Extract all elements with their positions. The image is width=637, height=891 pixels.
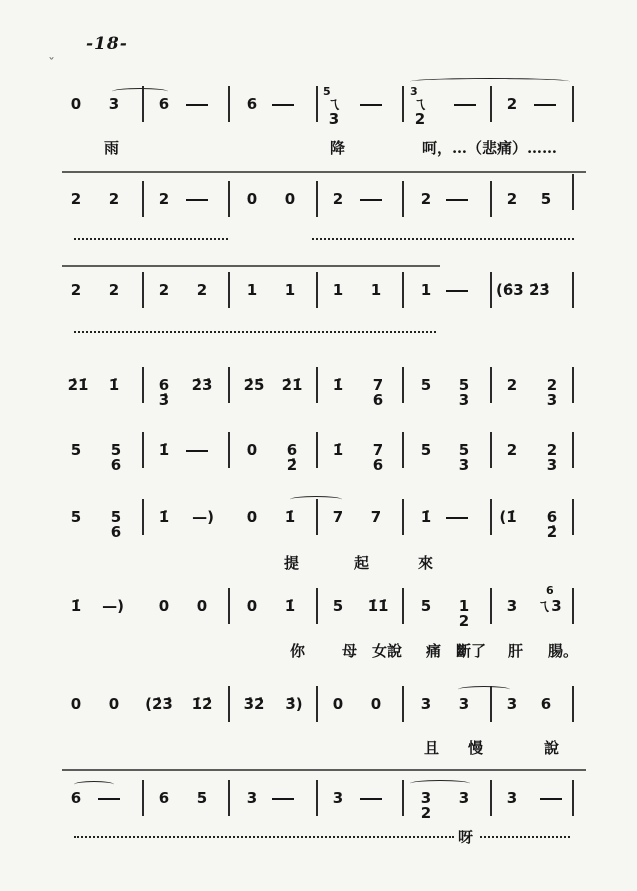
note: 5 6 bbox=[110, 508, 122, 541]
bar-line bbox=[572, 588, 574, 624]
note: 1̇ bbox=[332, 376, 344, 394]
note: 3̇2̇ bbox=[243, 695, 265, 713]
sustain-dash bbox=[540, 798, 562, 800]
note: 1 bbox=[420, 281, 432, 299]
sustain-dash bbox=[272, 798, 294, 800]
lyric: 降 bbox=[330, 139, 346, 157]
note: 1̇ bbox=[108, 376, 120, 394]
sustain-dash bbox=[360, 798, 382, 800]
bar-line bbox=[572, 499, 574, 535]
note: 5 bbox=[332, 597, 344, 615]
note: 5 bbox=[540, 190, 552, 208]
note: 2 bbox=[506, 95, 518, 113]
lyric: 肝 bbox=[508, 642, 524, 660]
note: 1̇ bbox=[284, 508, 296, 526]
grace-note: 5 bbox=[323, 85, 331, 98]
note: 1̇ bbox=[158, 441, 170, 459]
note: 2̇3̇ bbox=[191, 376, 213, 394]
note: 2 bbox=[332, 190, 344, 208]
lyric: 來 bbox=[418, 554, 434, 572]
bar-line bbox=[316, 181, 318, 217]
note: 2 bbox=[108, 190, 120, 208]
bar-line bbox=[490, 272, 492, 308]
bar-line bbox=[316, 686, 318, 722]
sustain-dash bbox=[360, 104, 382, 106]
note: 2 bbox=[506, 190, 518, 208]
note: 2 bbox=[70, 190, 82, 208]
bar-line bbox=[402, 432, 404, 468]
note: 6 bbox=[246, 95, 258, 113]
note: 0 bbox=[284, 190, 296, 208]
dotted-extender bbox=[74, 836, 454, 838]
note: 6 2̇ bbox=[286, 441, 298, 474]
grace-note: 3 bbox=[410, 85, 418, 98]
note: 5 6 bbox=[110, 441, 122, 474]
bar-line bbox=[490, 432, 492, 468]
slur bbox=[112, 88, 168, 95]
note: 5 bbox=[70, 508, 82, 526]
bar-line bbox=[402, 86, 404, 122]
note: 1 2 bbox=[458, 597, 470, 630]
page-number: -18- bbox=[86, 34, 128, 54]
note: 1̇2̇ bbox=[191, 695, 213, 713]
note: 2 bbox=[158, 190, 170, 208]
bar-line bbox=[316, 367, 318, 403]
note: 6 bbox=[540, 695, 552, 713]
note: 1̇ bbox=[284, 597, 296, 615]
sustain-dash bbox=[272, 104, 294, 106]
note: 1 bbox=[284, 281, 296, 299]
note: 3 bbox=[332, 789, 344, 807]
slur bbox=[410, 78, 570, 85]
bar-line bbox=[142, 181, 144, 217]
dotted-extender bbox=[74, 331, 436, 333]
note: 7 bbox=[332, 508, 344, 526]
note: 1 bbox=[370, 281, 382, 299]
note: 2̇1̇ bbox=[281, 376, 303, 394]
bar-line bbox=[316, 780, 318, 816]
note: 0 bbox=[246, 441, 258, 459]
lyric: 痛 bbox=[426, 642, 442, 660]
note: 6 bbox=[158, 95, 170, 113]
slur bbox=[74, 781, 114, 788]
bar-line bbox=[572, 780, 574, 816]
note: 6 bbox=[70, 789, 82, 807]
note: 6 2̇ bbox=[546, 508, 558, 541]
bar-line bbox=[228, 780, 230, 816]
sustain-dash bbox=[454, 104, 476, 106]
bar-line bbox=[316, 588, 318, 624]
lyric: 提 bbox=[284, 554, 300, 572]
note: 2 bbox=[506, 441, 518, 459]
bar-line bbox=[490, 780, 492, 816]
note: 0 bbox=[196, 597, 208, 615]
bar-line bbox=[142, 780, 144, 816]
lyric: 說 bbox=[544, 739, 560, 757]
note: 0 bbox=[246, 190, 258, 208]
bar-line bbox=[142, 432, 144, 468]
sustain-dash bbox=[98, 798, 120, 800]
note: 2̇5̇ bbox=[243, 376, 265, 394]
lyric: 呵，…（悲痛）…… bbox=[422, 139, 558, 157]
note: 1̇ bbox=[70, 597, 82, 615]
bar-line bbox=[402, 499, 404, 535]
sustain-dash bbox=[446, 290, 468, 292]
note: ㄟ2 bbox=[412, 95, 428, 128]
note: 3 bbox=[506, 789, 518, 807]
bar-line bbox=[402, 272, 404, 308]
note: 0 bbox=[246, 597, 258, 615]
note: 2 bbox=[506, 376, 518, 394]
bar-line bbox=[142, 499, 144, 535]
note: 7 6 bbox=[372, 441, 384, 474]
note: 5 bbox=[196, 789, 208, 807]
note: 1̇1̇ bbox=[367, 597, 389, 615]
bar-line bbox=[490, 499, 492, 535]
dotted-extender bbox=[312, 238, 574, 240]
note: 3 bbox=[506, 695, 518, 713]
note: 1 bbox=[246, 281, 258, 299]
lyric: 斷了 bbox=[456, 642, 487, 660]
bar-line bbox=[572, 86, 574, 122]
note: 0 bbox=[70, 695, 82, 713]
note: —) bbox=[102, 597, 124, 615]
lyric: 腸。 bbox=[548, 642, 579, 660]
slur bbox=[458, 686, 510, 693]
bar-line bbox=[228, 181, 230, 217]
margin-mark-icon: ˇ bbox=[48, 56, 55, 72]
note: 6 bbox=[158, 789, 170, 807]
note: ㄟ3 bbox=[326, 95, 342, 128]
note: 1̇ bbox=[332, 441, 344, 459]
lyric: 慢 bbox=[468, 739, 484, 757]
bar-line bbox=[402, 780, 404, 816]
note: 3 2 bbox=[420, 789, 432, 822]
note: 3 bbox=[506, 597, 518, 615]
dotted-extender bbox=[74, 238, 228, 240]
note: 3 bbox=[246, 789, 258, 807]
note: 0 bbox=[158, 597, 170, 615]
bar-line bbox=[572, 686, 574, 722]
bar-line bbox=[572, 367, 574, 403]
bar-line bbox=[572, 174, 574, 210]
sustain-dash bbox=[534, 104, 556, 106]
note: 2 3 bbox=[546, 441, 558, 474]
bar-line bbox=[228, 86, 230, 122]
note: 3 bbox=[458, 695, 470, 713]
grace-note: 6 bbox=[546, 584, 554, 597]
bar-line bbox=[142, 272, 144, 308]
bar-line bbox=[142, 367, 144, 403]
note: 0 bbox=[246, 508, 258, 526]
note: 1 bbox=[332, 281, 344, 299]
note: 5 3 bbox=[458, 441, 470, 474]
note: 3 bbox=[458, 789, 470, 807]
note: ㄟ3 bbox=[536, 597, 562, 615]
note: 5 bbox=[420, 441, 432, 459]
note: 0 bbox=[70, 95, 82, 113]
bar-line bbox=[228, 432, 230, 468]
sustain-dash bbox=[186, 450, 208, 452]
slur bbox=[410, 780, 470, 787]
bar-line bbox=[228, 272, 230, 308]
note: 0 bbox=[108, 695, 120, 713]
note: 2 bbox=[196, 281, 208, 299]
note: 0 bbox=[332, 695, 344, 713]
bar-line bbox=[572, 272, 574, 308]
note: 6 3̇ bbox=[158, 376, 170, 409]
bar-line bbox=[228, 367, 230, 403]
note: 5 bbox=[420, 376, 432, 394]
note: 3 bbox=[108, 95, 120, 113]
note: 1̇ bbox=[158, 508, 170, 526]
note: 3 bbox=[420, 695, 432, 713]
bar-line bbox=[490, 86, 492, 122]
bar-line bbox=[490, 367, 492, 403]
bar-line bbox=[316, 272, 318, 308]
note: (6̇3 2̇3̇ bbox=[496, 281, 550, 299]
sustain-dash bbox=[186, 104, 208, 106]
note: 2 bbox=[158, 281, 170, 299]
bar-line bbox=[402, 367, 404, 403]
bar-line bbox=[572, 432, 574, 468]
note: (1̇ bbox=[499, 508, 517, 526]
lyric: 且 bbox=[424, 739, 440, 757]
bar-line bbox=[402, 588, 404, 624]
bar-line bbox=[316, 432, 318, 468]
note: 5 bbox=[70, 441, 82, 459]
lyric: 你 bbox=[290, 642, 306, 660]
bar-line bbox=[402, 686, 404, 722]
note: —) bbox=[192, 508, 214, 526]
note: (2̇3̇ bbox=[145, 695, 173, 713]
dotted-extender bbox=[480, 836, 570, 838]
bar-line bbox=[316, 86, 318, 122]
note: 1̇ bbox=[420, 508, 432, 526]
sustain-dash bbox=[186, 199, 208, 201]
lyric: 女說 bbox=[372, 642, 403, 660]
bar-line bbox=[228, 588, 230, 624]
note: 2̇1̇ bbox=[67, 376, 89, 394]
sustain-dash bbox=[446, 199, 468, 201]
note: 2 bbox=[70, 281, 82, 299]
slur bbox=[290, 496, 342, 503]
sustain-dash bbox=[360, 199, 382, 201]
note: 7 bbox=[370, 508, 382, 526]
bar-line bbox=[316, 499, 318, 535]
note: 7 6 bbox=[372, 376, 384, 409]
note: 2 bbox=[108, 281, 120, 299]
lyric: 雨 bbox=[104, 139, 120, 157]
note: 2 3 bbox=[546, 376, 558, 409]
bar-line bbox=[402, 181, 404, 217]
bar-line bbox=[490, 181, 492, 217]
note: 5 3 bbox=[458, 376, 470, 409]
lyric: 起 bbox=[354, 554, 370, 572]
bar-line bbox=[228, 686, 230, 722]
sustain-dash bbox=[446, 517, 468, 519]
lyric: 母 bbox=[342, 642, 358, 660]
note: 5 bbox=[420, 597, 432, 615]
note: 0 bbox=[370, 695, 382, 713]
note: 2 bbox=[420, 190, 432, 208]
lyric: 呀 bbox=[458, 828, 474, 846]
note: 3̇) bbox=[285, 695, 303, 713]
bar-line bbox=[490, 588, 492, 624]
